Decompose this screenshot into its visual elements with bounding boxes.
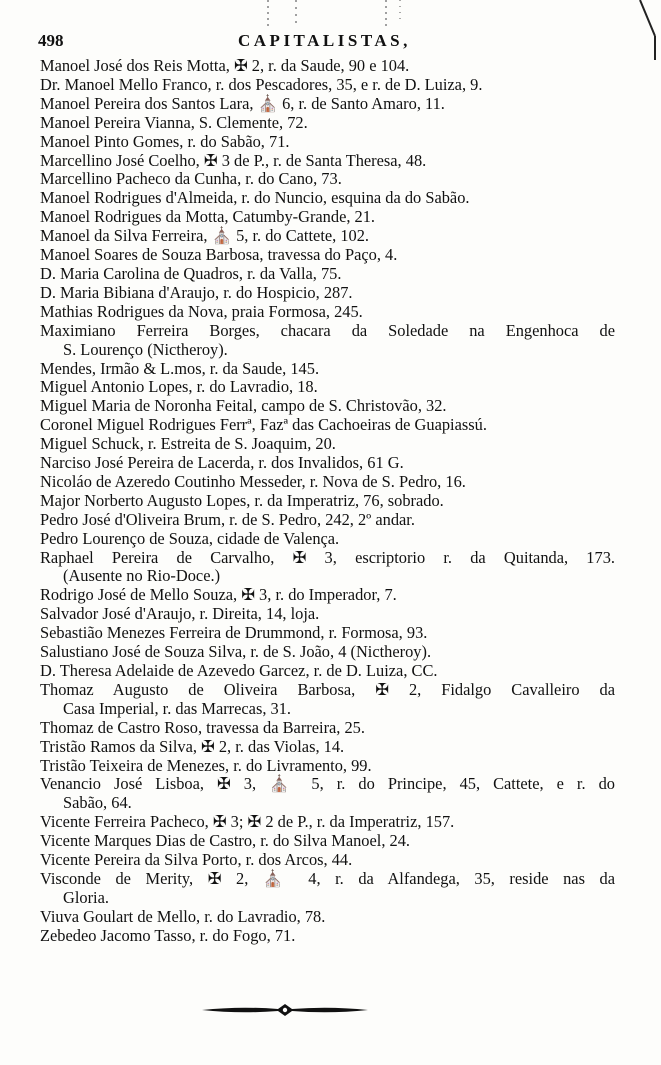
- directory-entry: [40, 813, 615, 832]
- entry-text: Tristão Teixeira de Menezes, r. do Livramento, 99.: [40, 755, 372, 775]
- entry-text: Manoel José dos Reis Motta, ✠ 2, r. da Saude, 90 e 104.: [40, 56, 410, 75]
- entry-text: Major Norberto Augusto Lopes, r. da Imperatriz, 76, sobrado.: [40, 490, 444, 510]
- directory-entry: [40, 284, 615, 303]
- directory-entry: [40, 397, 615, 416]
- directory-entry: [40, 530, 615, 549]
- directory-entry: [40, 360, 615, 379]
- directory-entry: [40, 870, 615, 908]
- directory-entry: [40, 57, 615, 76]
- entry-text: Dr. Manoel Mello Franco, r. dos Pescadores, 35, e r. de D. Luiza, 9.: [40, 74, 483, 94]
- entry-text: D. Theresa Adelaide de Azevedo Garcez, r. de D. Luiza, CC.: [40, 661, 438, 680]
- entry-text: Raphael Pereira de Carvalho, ✠ 3, escriptorio r. da Quitanda, 173.: [40, 547, 615, 567]
- directory-entry: [40, 908, 615, 927]
- entry-continuation: Casa Imperial, r. das Marrecas, 31.: [63, 698, 292, 718]
- directory-entry: [40, 303, 615, 322]
- directory-entry: [40, 322, 615, 360]
- entry-text: Narciso José Pereira de Lacerda, r. dos Invalidos, 61 G.: [40, 453, 404, 473]
- entry-text: Vicente Pereira da Silva Porto, r. dos Arcos, 44.: [40, 850, 353, 870]
- entry-text: Salvador José d'Araujo, r. Direita, 14, loja.: [40, 604, 320, 624]
- directory-entry: [40, 775, 615, 813]
- entry-text: Venancio José Lisboa, ✠ 3, ⛪ 5, r. do Principe, 45, Cattete, e r. do: [40, 774, 615, 794]
- directory-entry: [40, 114, 615, 133]
- directory-entry: [40, 208, 615, 227]
- entry-text: Mendes, Irmão & L.mos, r. da Saude, 145.: [40, 358, 320, 378]
- entry-text: Manoel Pereira dos Santos Lara, ⛪ 6, r. de Santo Amaro, 11.: [40, 93, 445, 113]
- entry-text: Sebastião Menezes Ferreira de Drummond, r. Formosa, 93.: [40, 623, 428, 643]
- directory-entry: [40, 189, 615, 208]
- directory-entry: [40, 851, 615, 870]
- directory-entry: [40, 662, 615, 681]
- entry-continuation: (Ausente no Rio-Doce.): [63, 566, 221, 586]
- entry-continuation: Sabão, 64.: [63, 793, 132, 813]
- directory-entry: [40, 605, 615, 624]
- entry-text: Nicoláo de Azeredo Coutinho Messeder, r. Nova de S. Pedro, 16.: [40, 471, 466, 491]
- entry-text: Vicente Marques Dias de Castro, r. do Silva Manoel, 24.: [40, 831, 411, 851]
- directory-entry: [40, 624, 615, 643]
- entry-text: Pedro Lourenço de Souza, cidade de Valença.: [40, 528, 340, 548]
- entry-text: Maximiano Ferreira Borges, chacara da Soledade na Engenhoca de: [40, 320, 615, 340]
- entry-text: Vicente Ferreira Pacheco, ✠ 3; ✠ 2 de P., r. da Imperatriz, 157.: [40, 812, 455, 832]
- directory-entry: [40, 927, 615, 946]
- directory-entry: [40, 246, 615, 265]
- entry-text: Manoel Rodrigues d'Almeida, r. do Nuncio, esquina da do Sabão.: [40, 188, 470, 208]
- entry-text: Zebedeo Jacomo Tasso, r. do Fogo, 71.: [40, 925, 296, 945]
- directory-entry: [40, 76, 615, 95]
- entry-continuation: Gloria.: [63, 887, 109, 907]
- directory-entry: [40, 757, 615, 776]
- directory-entry: [40, 152, 615, 171]
- directory-entry: [40, 170, 615, 189]
- directory-entry: [40, 681, 615, 719]
- directory-entry: [40, 435, 615, 454]
- running-title: CAPITALISTAS,: [238, 31, 411, 50]
- entry-text: Visconde de Merity, ✠ 2, ⛪ 4, r. da Alfandega, 35, reside nas da: [40, 868, 615, 888]
- directory-entry: [40, 492, 615, 511]
- directory-entry: [40, 549, 615, 587]
- directory-entry: [40, 473, 615, 492]
- directory-entry: [40, 95, 615, 114]
- entry-text: Mathias Rodrigues da Nova, praia Formosa, 245.: [40, 301, 363, 321]
- page-number: 498: [38, 31, 64, 50]
- entry-text: Miguel Schuck, r. Estreita de S. Joaquim, 20.: [40, 434, 336, 454]
- entry-text: Thomaz Augusto de Oliveira Barbosa, ✠ 2, Fidalgo Cavalleiro da: [40, 679, 615, 699]
- entry-text: Manoel Rodrigues da Motta, Catumby-Grande, 21.: [40, 207, 376, 227]
- entry-text: Manoel da Silva Ferreira, ⛪ 5, r. do Cattete, 102.: [40, 226, 370, 246]
- directory-entry: [40, 511, 615, 530]
- entry-text: Miguel Maria de Noronha Feital, campo de S. Christovão, 32.: [40, 396, 447, 416]
- directory-entry: [40, 454, 615, 473]
- end-ornament-rule: [200, 1000, 370, 1020]
- directory-entry: [40, 133, 615, 152]
- entry-text: Marcellino Pacheco da Cunha, r. do Cano, 73.: [40, 169, 342, 189]
- entry-text: Tristão Ramos da Silva, ✠ 2, r. das Violas, 14.: [40, 736, 345, 756]
- entry-text: Manoel Pinto Gomes, r. do Sabão, 71.: [40, 131, 290, 151]
- directory-entry: [40, 738, 615, 757]
- entry-text: D. Maria Carolina de Quadros, r. da Valla, 75.: [40, 263, 342, 283]
- entry-text: D. Maria Bibiana d'Araujo, r. do Hospicio, 287.: [40, 282, 353, 302]
- entry-text: Miguel Antonio Lopes, r. do Lavradio, 18.: [40, 377, 318, 397]
- page-header: [38, 31, 628, 57]
- directory-list: [40, 57, 615, 946]
- entry-text: Marcellino José Coelho, ✠ 3 de P., r. de Santa Theresa, 48.: [40, 150, 427, 170]
- directory-entry: [40, 416, 615, 435]
- directory-entry: [40, 719, 615, 738]
- directory-entry: [40, 227, 615, 246]
- entry-text: Coronel Miguel Rodrigues Ferrª, Fazª das Cachoeiras de Guapiassú.: [40, 415, 487, 435]
- entry-continuation: S. Lourenço (Nictheroy).: [63, 339, 228, 359]
- entry-text: Manoel Pereira Vianna, S. Clemente, 72.: [40, 112, 308, 132]
- entry-text: Pedro José d'Oliveira Brum, r. de S. Pedro, 242, 2º andar.: [40, 509, 415, 529]
- entry-text: Thomaz de Castro Roso, travessa da Barreira, 25.: [40, 717, 365, 737]
- entry-text: Rodrigo José de Mello Souza, ✠ 3, r. do Imperador, 7.: [40, 585, 397, 605]
- directory-entry: [40, 832, 615, 851]
- directory-entry: [40, 643, 615, 662]
- entry-text: Salustiano José de Souza Silva, r. de S. João, 4 (Nictheroy).: [40, 642, 432, 662]
- entry-text: Viuva Goulart de Mello, r. do Lavradio, 78.: [40, 906, 326, 926]
- entry-text: Manoel Soares de Souza Barbosa, travessa do Paço, 4.: [40, 245, 398, 265]
- directory-entry: [40, 378, 615, 397]
- directory-entry: [40, 265, 615, 284]
- directory-entry: [40, 586, 615, 605]
